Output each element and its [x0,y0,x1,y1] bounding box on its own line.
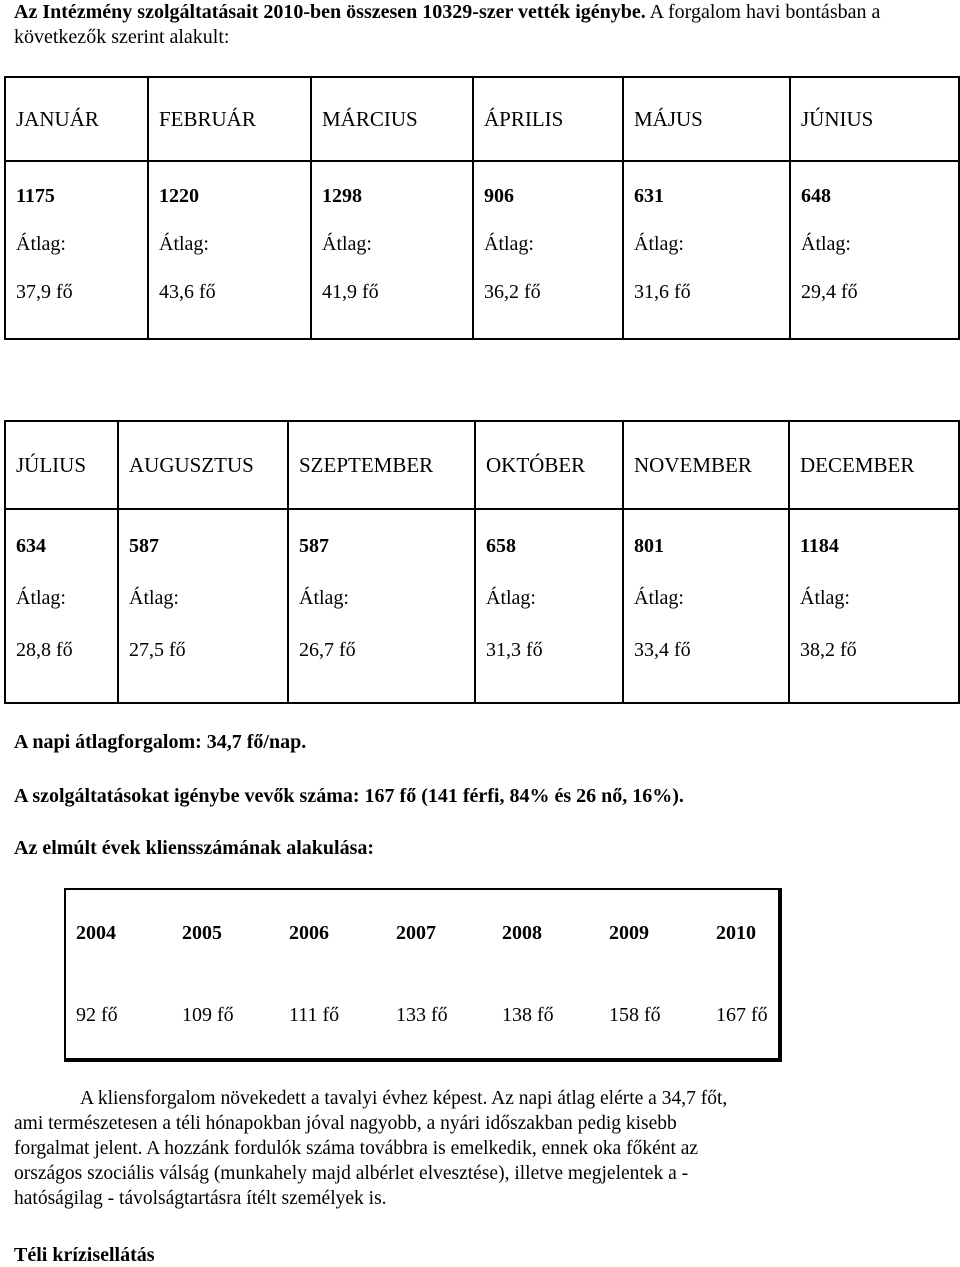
month-name-cell: DECEMBER [789,421,959,509]
month-value-cell [118,509,288,703]
month-name-cell: MÁJUS [623,77,790,161]
paragraph-line: A kliensforgalom növekedett a tavalyi évhez képest. Az napi átlag elérte a 34,7 főt, [80,1088,728,1109]
avg-label: Átlag: [486,587,536,609]
months-table-second-half [4,420,960,704]
avg-label: Átlag: [299,587,349,609]
avg-label: Átlag: [800,587,850,609]
month-count: 587 [299,535,329,557]
year-value-cell: 138 fő [502,1004,554,1026]
avg-value: 31,3 fő [486,639,543,661]
year-cell: 2005 [182,922,222,944]
month-count: 634 [16,535,46,557]
month-name-cell: NOVEMBER [623,421,789,509]
month-value-cell [148,161,311,339]
year-cell: 2010 [716,922,756,944]
paragraph-line: ami természetesen a téli hónapokban jóval nagyobb, a nyári időszakban pedig kisebb [14,1113,677,1134]
month-names-row [5,421,959,509]
month-value-cell [790,161,959,339]
year-cell: 2008 [502,922,542,944]
month-value-cell [623,161,790,339]
avg-label: Átlag: [634,233,684,255]
month-count: 631 [634,185,664,207]
months-table-first-half [4,76,960,340]
year-cell: 2007 [396,922,436,944]
month-count: 1298 [322,185,362,207]
year-cell: 2004 [76,922,116,944]
month-count: 801 [634,535,664,557]
users-count-text: A szolgáltatásokat igénybe vevők száma: 167 fő (141 férfi, 84% és 26 nő, 16%). [14,785,684,807]
avg-value: 29,4 fő [801,281,858,303]
avg-value: 33,4 fő [634,639,691,661]
month-name-cell: SZEPTEMBER [288,421,475,509]
year-cell: 2006 [289,922,329,944]
avg-label: Átlag: [159,233,209,255]
daily-average-text: A napi átlagforgalom: 34,7 fő/nap. [14,731,307,753]
intro-text [14,0,944,50]
paragraph-line: hatóságilag - távolságtartásra ítélt személyek is. [14,1188,387,1209]
month-name-cell: JÚNIUS [790,77,959,161]
month-count: 1220 [159,185,199,207]
month-count: 648 [801,185,831,207]
avg-value: 36,2 fő [484,281,541,303]
month-value-cell [5,509,118,703]
avg-label: Átlag: [16,233,66,255]
month-name-cell: AUGUSZTUS [118,421,288,509]
avg-value: 28,8 fő [16,639,73,661]
years-table [64,888,782,1062]
avg-value: 43,6 fő [159,281,216,303]
month-name-cell: OKTÓBER [475,421,623,509]
month-count: 1175 [16,185,55,207]
year-value-cell: 133 fő [396,1004,448,1026]
month-value-cell [475,509,623,703]
month-value-cell [288,509,475,703]
avg-value: 31,6 fő [634,281,691,303]
month-value-cell [623,509,789,703]
month-count: 1184 [800,535,839,557]
avg-label: Átlag: [484,233,534,255]
year-value-cell: 109 fő [182,1004,234,1026]
year-value-cell: 158 fő [609,1004,661,1026]
month-values-row [5,161,959,339]
avg-value: 27,5 fő [129,639,186,661]
month-names-row [5,77,959,161]
month-count: 587 [129,535,159,557]
intro-rest: A forgalom havi bontásban a következők szerint alakult: [14,1,881,48]
month-values-row [5,509,959,703]
years-heading: Az elmúlt évek kliensszámának alakulása: [14,837,375,859]
month-name-cell: JANUÁR [5,77,148,161]
avg-label: Átlag: [801,233,851,255]
month-name-cell: FEBRUÁR [148,77,311,161]
avg-label: Átlag: [16,587,66,609]
month-count: 906 [484,185,514,207]
month-value-cell [789,509,959,703]
avg-label: Átlag: [322,233,372,255]
avg-label: Átlag: [129,587,179,609]
section-title: Téli krízisellátás [14,1244,155,1266]
avg-value: 37,9 fő [16,281,73,303]
month-name-cell: MÁRCIUS [311,77,473,161]
month-value-cell [473,161,623,339]
avg-value: 38,2 fő [800,639,857,661]
avg-value: 41,9 fő [322,281,379,303]
intro-bold: Az Intézmény szolgáltatásait 2010-ben összesen 10329-szer vették igénybe. [14,1,646,23]
month-count: 658 [486,535,516,557]
year-value-cell: 92 fő [76,1004,118,1026]
year-value-cell: 111 fő [289,1004,340,1026]
avg-label: Átlag: [634,587,684,609]
month-name-cell: JÚLIUS [5,421,118,509]
avg-value: 26,7 fő [299,639,356,661]
month-value-cell [311,161,473,339]
summary-paragraph [14,1086,934,1211]
month-name-cell: ÁPRILIS [473,77,623,161]
year-value-cell: 167 fő [716,1004,768,1026]
paragraph-line: forgalmat jelent. A hozzánk fordulók száma továbbra is emelkedik, ennek oka főként az [14,1138,699,1159]
month-value-cell [5,161,148,339]
year-cell: 2009 [609,922,649,944]
paragraph-line: országos szociális válság (munkahely majd albérlet elvesztése), illetve megjelentek a - [14,1163,689,1184]
